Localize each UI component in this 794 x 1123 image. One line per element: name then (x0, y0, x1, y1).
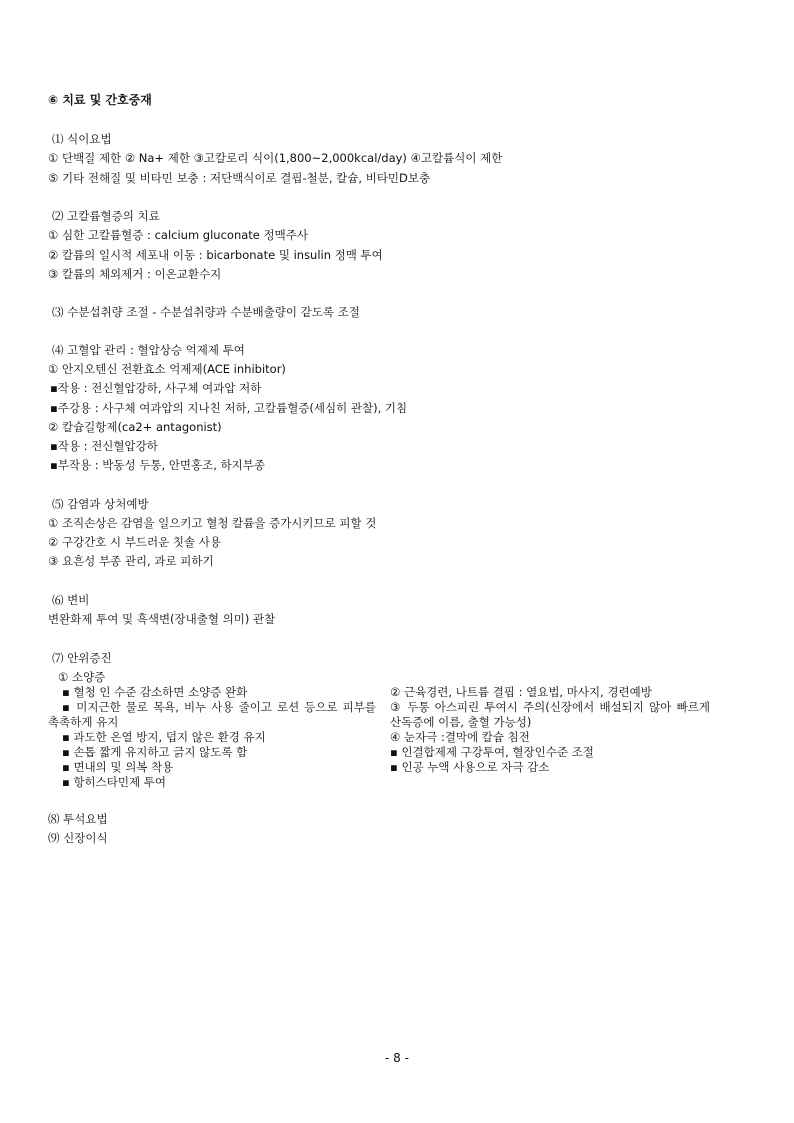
s1-line-1: ① 단백질 제한 ② Na+ 제한 ③고칼로리 식이(1,800~2,000kcal/day) ④고칼륨식이 제한 (48, 151, 503, 165)
s4-line-5: ▪작용 : 전신혈압강하 (50, 439, 158, 453)
s2-line-1: ① 심한 고칼륨혈증 : calcium gluconate 정맥주사 (48, 228, 308, 242)
s6-line-1: 변완화제 투여 및 흑색변(장내출혈 의미) 관찰 (48, 612, 276, 626)
s7-right-column (390, 685, 710, 775)
s7-left-item-4: ▪ 손톱 짧게 유지하고 긁지 않도록 함 (62, 745, 248, 759)
s5-title: ⑸ 감염과 상처예방 (52, 497, 149, 511)
s5-line-1: ① 조직손상은 감염을 일으키고 혈청 칼륨을 증가시키므로 피할 것 (48, 516, 377, 530)
s4-line-6: ▪부작용 : 박동성 두통, 안면홍조, 하지부종 (50, 458, 265, 472)
s4-line-3: ▪주강용 : 사구체 여과압의 지나친 저하, 고칼륨혈증(세심히 관찰), 기침 (50, 401, 408, 415)
s1-line-2: ⑤ 기타 전해질 및 비타민 보충 : 저단백식이로 결핍-철분, 칼슘, 비타민D보충 (48, 171, 431, 185)
s7-left-item-2: ▪ 미지근한 물로 목욕, 비누 사용 줄이고 로션 등으로 피부를 촉촉하게 유지 (48, 700, 376, 729)
s6-title: ⑹ 변비 (52, 593, 90, 607)
s1-title: ⑴ 식이요법 (52, 132, 112, 146)
s7-left-item-6: ▪ 항히스타민제 투여 (62, 775, 166, 789)
s7-right-item-1: ② 근육경련, 나트륨 결핍 : 열요법, 마사지, 경련예방 (390, 685, 652, 699)
s2-line-3: ③ 칼륨의 체외제거 : 이온교환수지 (48, 267, 222, 281)
s4-line-2: ▪작용 : 전신혈압강하, 사구체 여과압 저하 (50, 381, 262, 395)
s9-title: ⑼ 신장이식 (48, 831, 108, 845)
page-number: - 8 - (385, 1051, 409, 1065)
s7-left-column (48, 670, 376, 790)
s7-left-heading: ① 소양증 (58, 670, 106, 684)
s7-right-item-2: ③ 두통 아스피린 투여시 주의(신장에서 배설되지 않아 빠르게 산독증에 이름, 출혈 가능성) (390, 700, 710, 729)
s7-title: ⑺ 안위증진 (52, 651, 112, 665)
s7-left-item-3: ▪ 과도한 온열 방지, 덥지 않은 환경 유지 (62, 730, 266, 744)
s4-title: ⑷ 고혈압 관리 : 혈압상승 억제제 투여 (52, 343, 245, 357)
s7-right-item-3: ④ 눈자극 :결막에 칼슘 침전 (390, 730, 530, 744)
s5-line-3: ③ 요흔성 부종 관리, 과로 피하기 (48, 554, 214, 568)
s7-right-item-4: ▪ 인결합제제 구강투여, 혈장인수준 조절 (390, 745, 594, 759)
s2-line-2: ② 칼륨의 일시적 세포내 이동 : bicarbonate 및 insulin 정맥 투여 (48, 248, 383, 262)
s7-left-item-5: ▪ 면내의 및 의복 착용 (62, 760, 174, 774)
s4-line-1: ① 안지오텐신 전환효소 억제제(ACE inhibitor) (48, 362, 286, 376)
s7-left-item-1: ▪ 혈청 인 수준 감소하면 소양증 완화 (62, 685, 248, 699)
s5-line-2: ② 구강간호 시 부드러운 칫솔 사용 (48, 535, 222, 549)
s3-title: ⑶ 수분섭취량 조절 - 수분섭취량과 수분배출량이 같도록 조절 (52, 305, 360, 319)
s7-right-item-5: ▪ 인공 누액 사용으로 자극 감소 (390, 760, 550, 774)
s4-line-4: ② 칼슘길항제(ca2+ antagonist) (48, 420, 222, 434)
s8-title: ⑻ 투석요법 (48, 812, 108, 826)
section-title: ⑥ 치료 및 간호중재 (48, 93, 152, 107)
s2-title: ⑵ 고칼륨혈증의 치료 (52, 209, 160, 223)
